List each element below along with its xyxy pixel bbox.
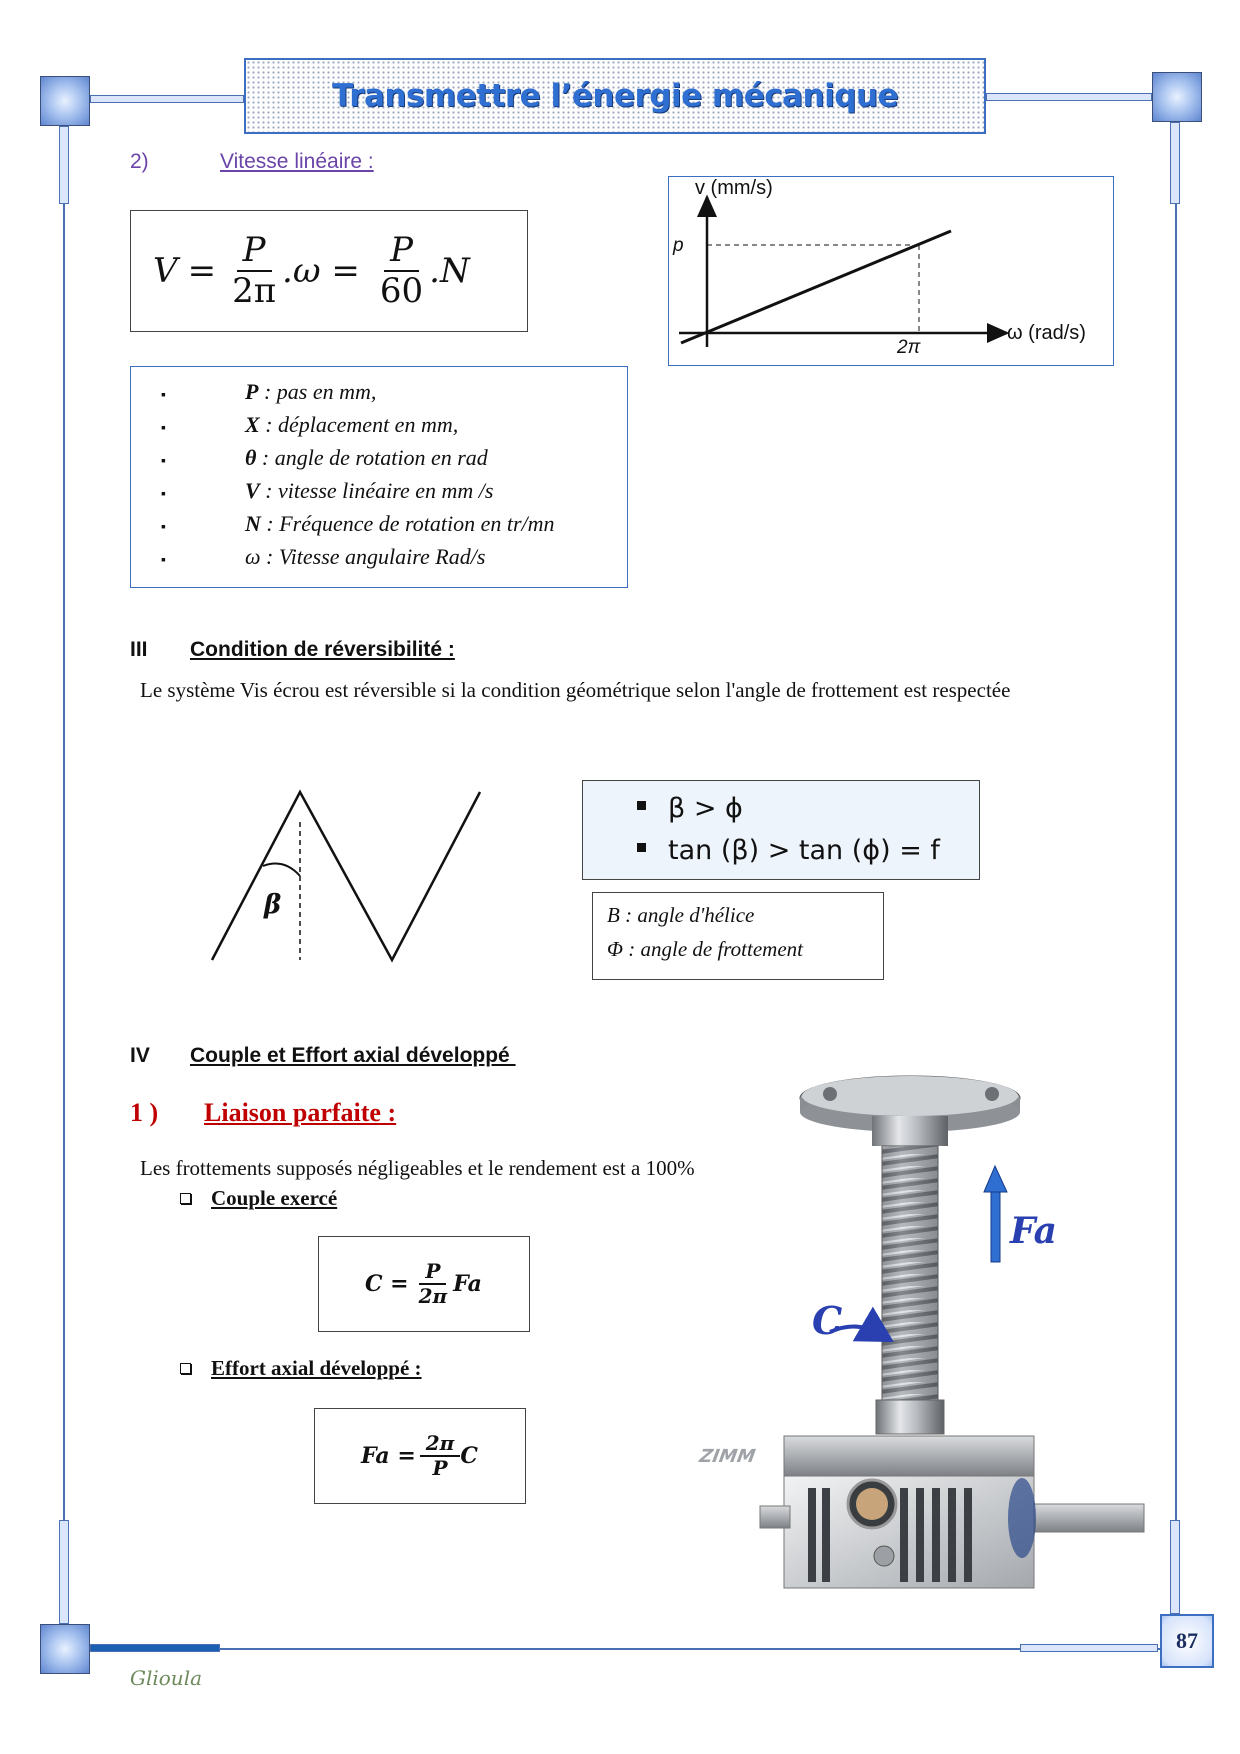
bearing-bushing	[856, 1488, 888, 1520]
graph-x-tick: 2π	[897, 337, 921, 358]
subsection-1-title: Liaison parfaite :	[204, 1098, 397, 1127]
condition-2: tan (β) > tan (ϕ) = f	[637, 835, 940, 866]
gearbox-top	[784, 1436, 1034, 1476]
fraction	[420, 1432, 461, 1480]
rail-left-bottom	[59, 1520, 69, 1624]
formula-tail: Fa	[453, 1271, 482, 1297]
torque-label: C	[812, 1298, 843, 1343]
fraction-numerator: P	[237, 231, 272, 272]
author-signature: Glioula	[130, 1666, 203, 1690]
bullet-icon: ▪	[161, 485, 166, 501]
reversibility-paragraph: Le système Vis écrou est réversible si la condition géométrique selon l'angle de frottement est respectée	[140, 678, 1011, 702]
section-IV-title: Couple et Effort axial développé	[190, 1044, 516, 1067]
bolt-hole	[823, 1087, 837, 1101]
rail-top-left	[90, 95, 244, 103]
force-label: Fa	[1010, 1210, 1057, 1252]
graph-y-tick: p	[673, 235, 684, 256]
grease-nipple	[874, 1546, 894, 1566]
gearbox-body	[784, 1476, 1034, 1588]
rail-bottom-right	[1020, 1644, 1158, 1652]
fraction-denominator: P	[432, 1456, 448, 1480]
shaft-seal	[1008, 1478, 1036, 1558]
formula-n: .N	[429, 251, 470, 291]
legend-text: : déplacement en mm,	[259, 412, 459, 437]
rail-top-right	[986, 93, 1152, 101]
thread-profile-figure	[200, 780, 500, 970]
fraction-numerator: P	[419, 1260, 446, 1285]
bolt-hole	[985, 1087, 999, 1101]
effort-heading: Effort axial développé :	[180, 1356, 422, 1381]
page-number: 87	[1160, 1614, 1214, 1668]
angle-legend-2: Φ : angle de frottement	[607, 937, 803, 961]
formula-lhs: Fa =	[361, 1443, 416, 1469]
bullet-icon	[637, 843, 646, 852]
checkbox-bullet-icon	[180, 1193, 191, 1204]
couple-formula-box	[318, 1236, 530, 1332]
conditions-box	[582, 780, 980, 880]
input-shaft-right	[1034, 1504, 1144, 1532]
condition-1: β > ϕ	[637, 793, 743, 824]
section-III-title: Condition de réversibilité :	[190, 638, 455, 661]
velocity-graph	[668, 176, 1114, 366]
angle-legend-box	[592, 892, 884, 980]
effort-formula-box	[314, 1408, 526, 1504]
corner-ornament-tr	[1152, 72, 1202, 122]
angle-legend-1: B : angle d'hélice	[607, 903, 755, 927]
couple-formula	[365, 1249, 482, 1319]
fraction-denominator: 60	[379, 271, 424, 311]
fraction-p-2pi	[226, 231, 282, 311]
legend-symbol: θ	[245, 445, 257, 470]
bottom-collar	[876, 1400, 944, 1434]
velocity-formula	[153, 223, 470, 319]
bullet-icon	[637, 801, 646, 810]
top-collar	[872, 1116, 948, 1146]
velocity-formula-box	[130, 210, 528, 332]
graph-line	[681, 231, 951, 343]
bullet-icon: ▪	[161, 452, 166, 468]
legend-text: : pas en mm,	[258, 379, 377, 404]
frame-bottom-line	[90, 1648, 1170, 1650]
rail-bottom-left	[90, 1644, 220, 1652]
bullet-icon: ▪	[161, 518, 166, 534]
section-2-title: Vitesse linéaire :	[220, 150, 374, 173]
fraction	[413, 1260, 454, 1308]
force-arrow-shaft	[991, 1190, 1000, 1262]
corner-ornament-bl	[40, 1624, 90, 1674]
formula-tail: C	[460, 1443, 478, 1469]
graph-y-label: v (mm/s)	[695, 177, 773, 199]
brand-engraving: ZIMM	[695, 1446, 759, 1467]
title-banner	[244, 58, 986, 134]
section-III-number: III	[130, 638, 148, 661]
force-arrow-head	[984, 1166, 1007, 1192]
bullet-icon: ▪	[161, 386, 166, 402]
section-2-number: 2)	[130, 150, 149, 173]
legend-text: ω : Vitesse angulaire Rad/s	[245, 544, 486, 569]
effort-formula	[361, 1421, 478, 1491]
beta-arc	[263, 864, 300, 876]
page-title: Transmettre l’énergie mécanique	[331, 78, 899, 114]
couple-heading: Couple exercé	[180, 1186, 337, 1211]
formula-eq: =	[187, 251, 217, 291]
subsection-1-number: 1 )	[130, 1098, 159, 1127]
rail-right-top	[1170, 122, 1180, 204]
checkbox-bullet-icon	[180, 1363, 191, 1374]
fraction-numerator: 2π	[420, 1432, 461, 1457]
bullet-icon: ▪	[161, 419, 166, 435]
formula-omega: .ω =	[282, 251, 360, 291]
thread-profile-line	[212, 792, 480, 960]
fraction-denominator: 2π	[418, 1284, 448, 1308]
legend-symbol: N	[245, 511, 261, 536]
legend-symbol: V	[245, 478, 260, 503]
legend-symbol: P	[245, 379, 259, 404]
input-shaft-left	[760, 1506, 790, 1528]
corner-ornament-tl	[40, 76, 90, 126]
fraction-p-60	[374, 231, 429, 311]
rail-left-top	[59, 126, 69, 204]
fraction-denominator: 2π	[232, 271, 277, 311]
section-IV-number: IV	[130, 1044, 150, 1067]
beta-label: β	[264, 890, 282, 920]
graph-x-label: ω (rad/s)	[1007, 322, 1086, 344]
formula-v: V	[153, 251, 178, 291]
legend-text: : Fréquence de rotation en tr/mn	[260, 511, 555, 536]
legend-box	[130, 366, 628, 588]
formula-lhs: C =	[365, 1271, 409, 1297]
legend-text: : vitesse linéaire en mm /s	[259, 478, 494, 503]
fraction-numerator: P	[384, 231, 419, 272]
frame-left-line	[63, 200, 65, 1520]
friction-paragraph: Les frottements supposés négligeables et le rendement est a 100%	[140, 1156, 695, 1180]
legend-text: : angle de rotation en rad	[256, 445, 488, 470]
bullet-icon: ▪	[161, 551, 166, 567]
legend-symbol: X	[245, 412, 260, 437]
